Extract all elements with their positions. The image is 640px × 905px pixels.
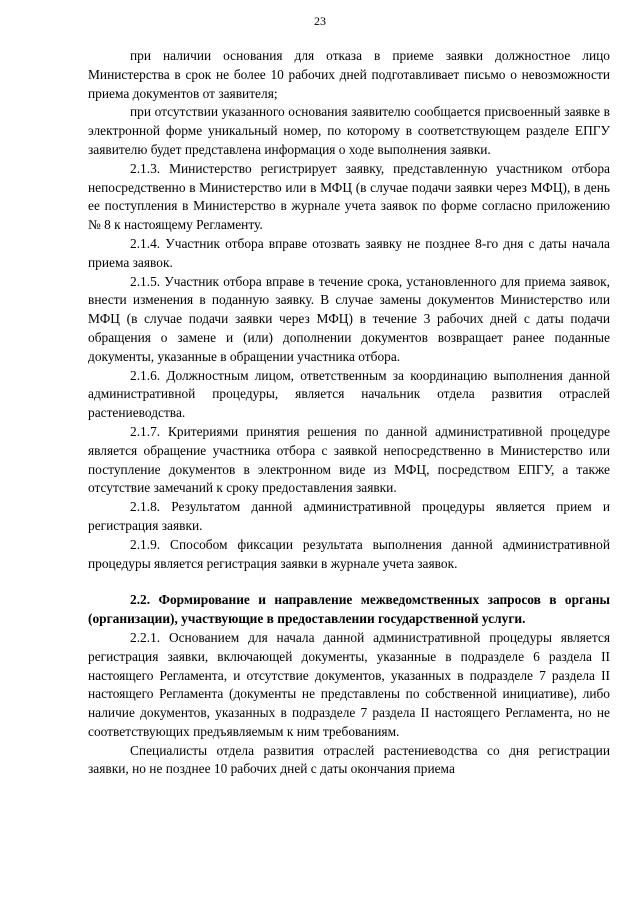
paragraph-2-1-4: 2.1.4. Участник отбора вправе отозвать заявку не позднее 8-го дня с даты начала приема заявок. — [88, 235, 610, 270]
page-number: 23 — [314, 14, 326, 28]
paragraph-2-1-5: 2.1.5. Участник отбора вправе в течение срока, установленного для приема заявок, внести изменения в поданную заявку. В случае замены документов Министерство или МФЦ (в случае подачи заявки через МФЦ) в течение 3 рабочих дней с даты подачи обращения о замене и (или) дополнении документов возвращает ранее поданные документы, указанные в обращении участника отбора. — [88, 273, 610, 364]
document-body — [88, 47, 610, 779]
paragraph-2-1-7: 2.1.7. Критериями принятия решения по данной административной процедуре является обращение участника отбора с заявкой непосредственно в Министерство или поступление документов в электронном виде из МФЦ, посредством ЕПГУ, а также отсутствие замечаний к сроку предоставления заявки. — [88, 423, 610, 496]
section-heading-2-2: 2.2. Формирование и направление межведомственных запросов в органы (организации), участвующие в предоставлении государственной услуги. — [88, 592, 610, 627]
paragraph-specialists: Специалисты отдела развития отраслей растениеводства со дня регистрации заявки, но не позднее 10 рабочих дней с даты окончания приема — [88, 742, 610, 777]
paragraph-2-2-1: 2.2.1. Основанием для начала данной административной процедуры является регистрация заявки, включающей документы, указанные в подразделе 6 раздела II настоящего Регламента, и отсутствие документов, указанных в подразделе 7 раздела II настоящего Регламента (документы не представлены по собственной инициативе), либо наличие документов, указанных в подразделе 7 раздела II настоящего Регламента, но не соответствующих предъявляемым к ним требованиям. — [88, 629, 610, 739]
paragraph-2-1-3: 2.1.3. Министерство регистрирует заявку, представленную участником отбора непосредственно в Министерство или в МФЦ (в случае подачи заявки через МФЦ), в день ее поступления в Министерство в журнале учета заявок по форме согласно приложению № 8 к настоящему Регламенту. — [88, 160, 610, 233]
paragraph-2-1-8: 2.1.8. Результатом данной административной процедуры является прием и регистрация заявки. — [88, 499, 610, 533]
paragraph-unique-number: при отсутствии указанного основания заявителю сообщается присвоенный заявке в электронной форме уникальный номер, по которому в соответствующем разделе ЕПГУ заявителю будет представлена информация о ходе выполнения заявки. — [88, 104, 610, 157]
paragraph-2-1-6: 2.1.6. Должностным лицом, ответственным за координацию выполнения данной административной процедуры, является начальник отдела развития отраслей растениеводства. — [88, 367, 610, 421]
paragraph-refusal-letter: при наличии основания для отказа в приеме заявки должностное лицо Министерства в срок не более 10 рабочих дней подготавливает письмо о невозможности приема документов от заявителя; — [88, 48, 610, 101]
section-spacer — [88, 573, 610, 591]
paragraph-2-1-9: 2.1.9. Способом фиксации результата выполнения данной административной процедуры является регистрация заявки в журнале учета заявок. — [88, 536, 610, 571]
